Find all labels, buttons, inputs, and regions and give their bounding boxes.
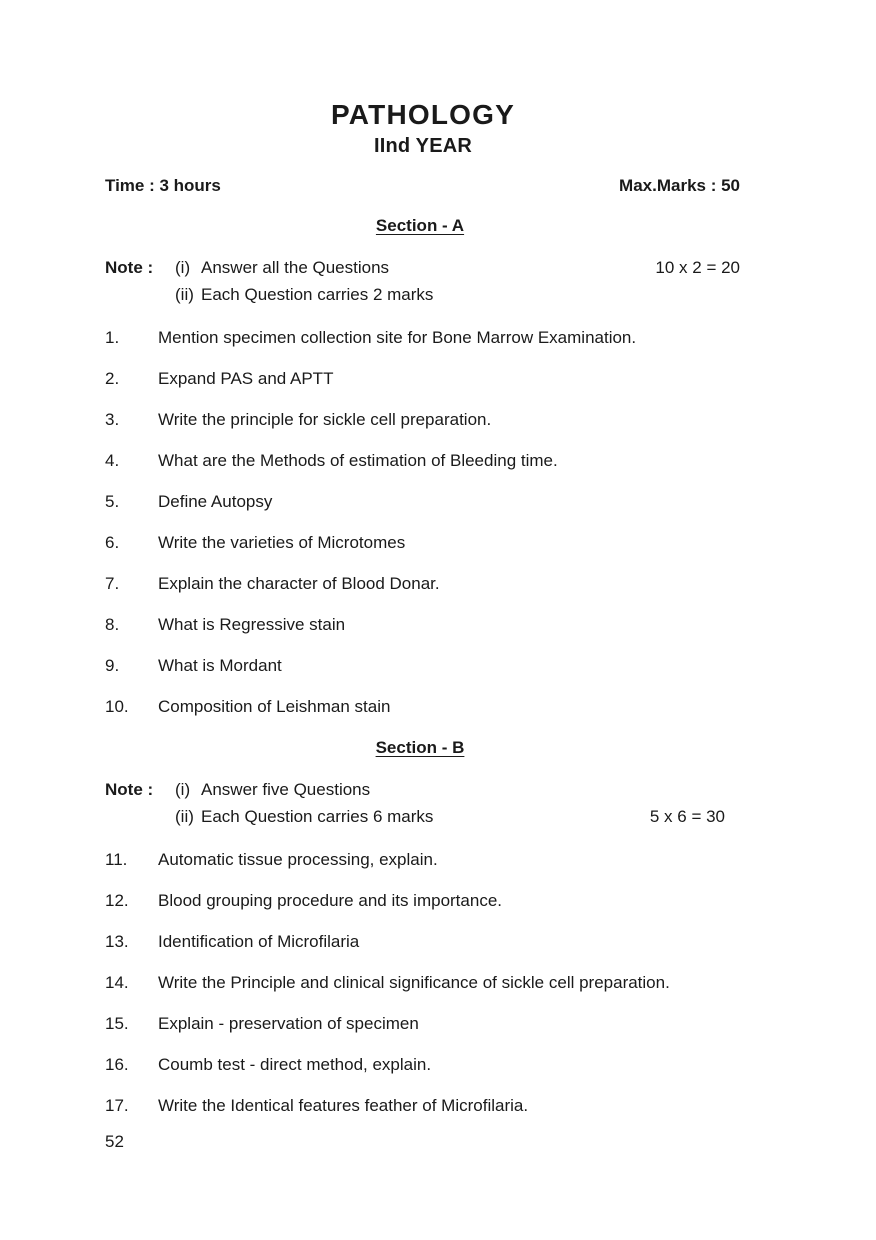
question-item xyxy=(105,450,741,473)
question-item xyxy=(105,409,741,432)
note-marker: (i) xyxy=(175,258,191,278)
question-number: 14. xyxy=(105,972,129,992)
question-number: 13. xyxy=(105,932,129,952)
question-item xyxy=(105,849,741,872)
question-item xyxy=(105,655,741,678)
question-number: 12. xyxy=(105,891,129,911)
question-text: What are the Methods of estimation of Bleeding time. xyxy=(158,450,558,470)
note-line xyxy=(105,282,741,308)
note-marker: (i) xyxy=(175,780,191,800)
question-text: Identification of Microfilaria xyxy=(158,932,360,952)
exam-max-marks: Max.Marks : 50 xyxy=(619,176,740,196)
question-text: Define Autopsy xyxy=(158,491,273,511)
question-text: Write the Identical features feather of Microfilaria. xyxy=(158,1095,529,1115)
question-list-a xyxy=(105,327,741,718)
note-marker: (ii) xyxy=(175,284,194,304)
question-list-b xyxy=(105,849,741,1118)
question-text: Write the varieties of Microtomes xyxy=(158,532,406,552)
question-number: 17. xyxy=(105,1095,129,1115)
question-text: Composition of Leishman stain xyxy=(158,696,391,716)
question-item xyxy=(105,614,741,637)
question-text: Write the principle for sickle cell preparation. xyxy=(158,409,492,429)
question-item xyxy=(105,368,741,391)
page-title: PATHOLOGY xyxy=(331,99,515,130)
question-text: Explain the character of Blood Donar. xyxy=(158,573,440,593)
question-item xyxy=(105,890,741,913)
note-marks: 10 x 2 = 20 xyxy=(655,258,740,278)
question-number: 1. xyxy=(105,328,120,348)
note-text: Answer all the Questions xyxy=(201,258,390,278)
question-number: 2. xyxy=(105,369,120,389)
page-subtitle: IInd YEAR xyxy=(373,135,473,158)
question-text: Mention specimen collection site for Bone Marrow Examination. xyxy=(158,328,637,348)
question-text: What is Mordant xyxy=(158,655,282,675)
section-heading-a: Section - A xyxy=(375,216,465,236)
note-marker: (ii) xyxy=(175,806,194,826)
question-number: 3. xyxy=(105,409,120,429)
question-number: 9. xyxy=(105,655,120,675)
question-number: 11. xyxy=(105,850,128,870)
question-item xyxy=(105,327,741,350)
note-text: Each Question carries 2 marks xyxy=(201,284,434,304)
question-number: 5. xyxy=(105,491,120,511)
question-item xyxy=(105,1054,741,1077)
question-number: 10. xyxy=(105,696,129,716)
question-number: 16. xyxy=(105,1054,129,1074)
note-line xyxy=(105,804,741,830)
note-block-a xyxy=(105,255,741,308)
question-item xyxy=(105,1095,741,1118)
note-line xyxy=(105,777,741,803)
question-text: Blood grouping procedure and its importance. xyxy=(158,891,502,911)
question-text: What is Regressive stain xyxy=(158,614,346,634)
note-label: Note : xyxy=(105,780,154,800)
question-item xyxy=(105,972,741,995)
note-block-b xyxy=(105,777,741,830)
question-text: Write the Principle and clinical significance of sickle cell preparation. xyxy=(158,972,670,992)
section-heading-b: Section - B xyxy=(375,738,465,758)
note-text: Each Question carries 6 marks xyxy=(201,806,434,826)
question-number: 15. xyxy=(105,1013,129,1033)
question-item xyxy=(105,491,741,514)
question-number: 8. xyxy=(105,614,120,634)
exam-time: Time : 3 hours xyxy=(105,176,221,196)
question-item xyxy=(105,696,741,719)
note-line xyxy=(105,255,741,281)
question-text: Coumb test - direct method, explain. xyxy=(158,1054,432,1074)
question-text: Explain - preservation of specimen xyxy=(158,1013,419,1033)
question-item xyxy=(105,532,741,555)
question-text: Expand PAS and APTT xyxy=(158,369,334,389)
question-text: Automatic tissue processing, explain. xyxy=(158,850,438,870)
note-label: Note : xyxy=(105,258,154,278)
exam-meta-row xyxy=(105,176,741,196)
question-item xyxy=(105,931,741,954)
page-content xyxy=(105,0,741,1118)
question-number: 4. xyxy=(105,450,120,470)
note-marks: 5 x 6 = 30 xyxy=(649,806,725,826)
note-text: Answer five Questions xyxy=(201,780,371,800)
question-item xyxy=(105,573,741,596)
question-number: 6. xyxy=(105,532,120,552)
page-number: 52 xyxy=(105,1132,124,1151)
question-number: 7. xyxy=(105,573,120,593)
question-item xyxy=(105,1013,741,1036)
